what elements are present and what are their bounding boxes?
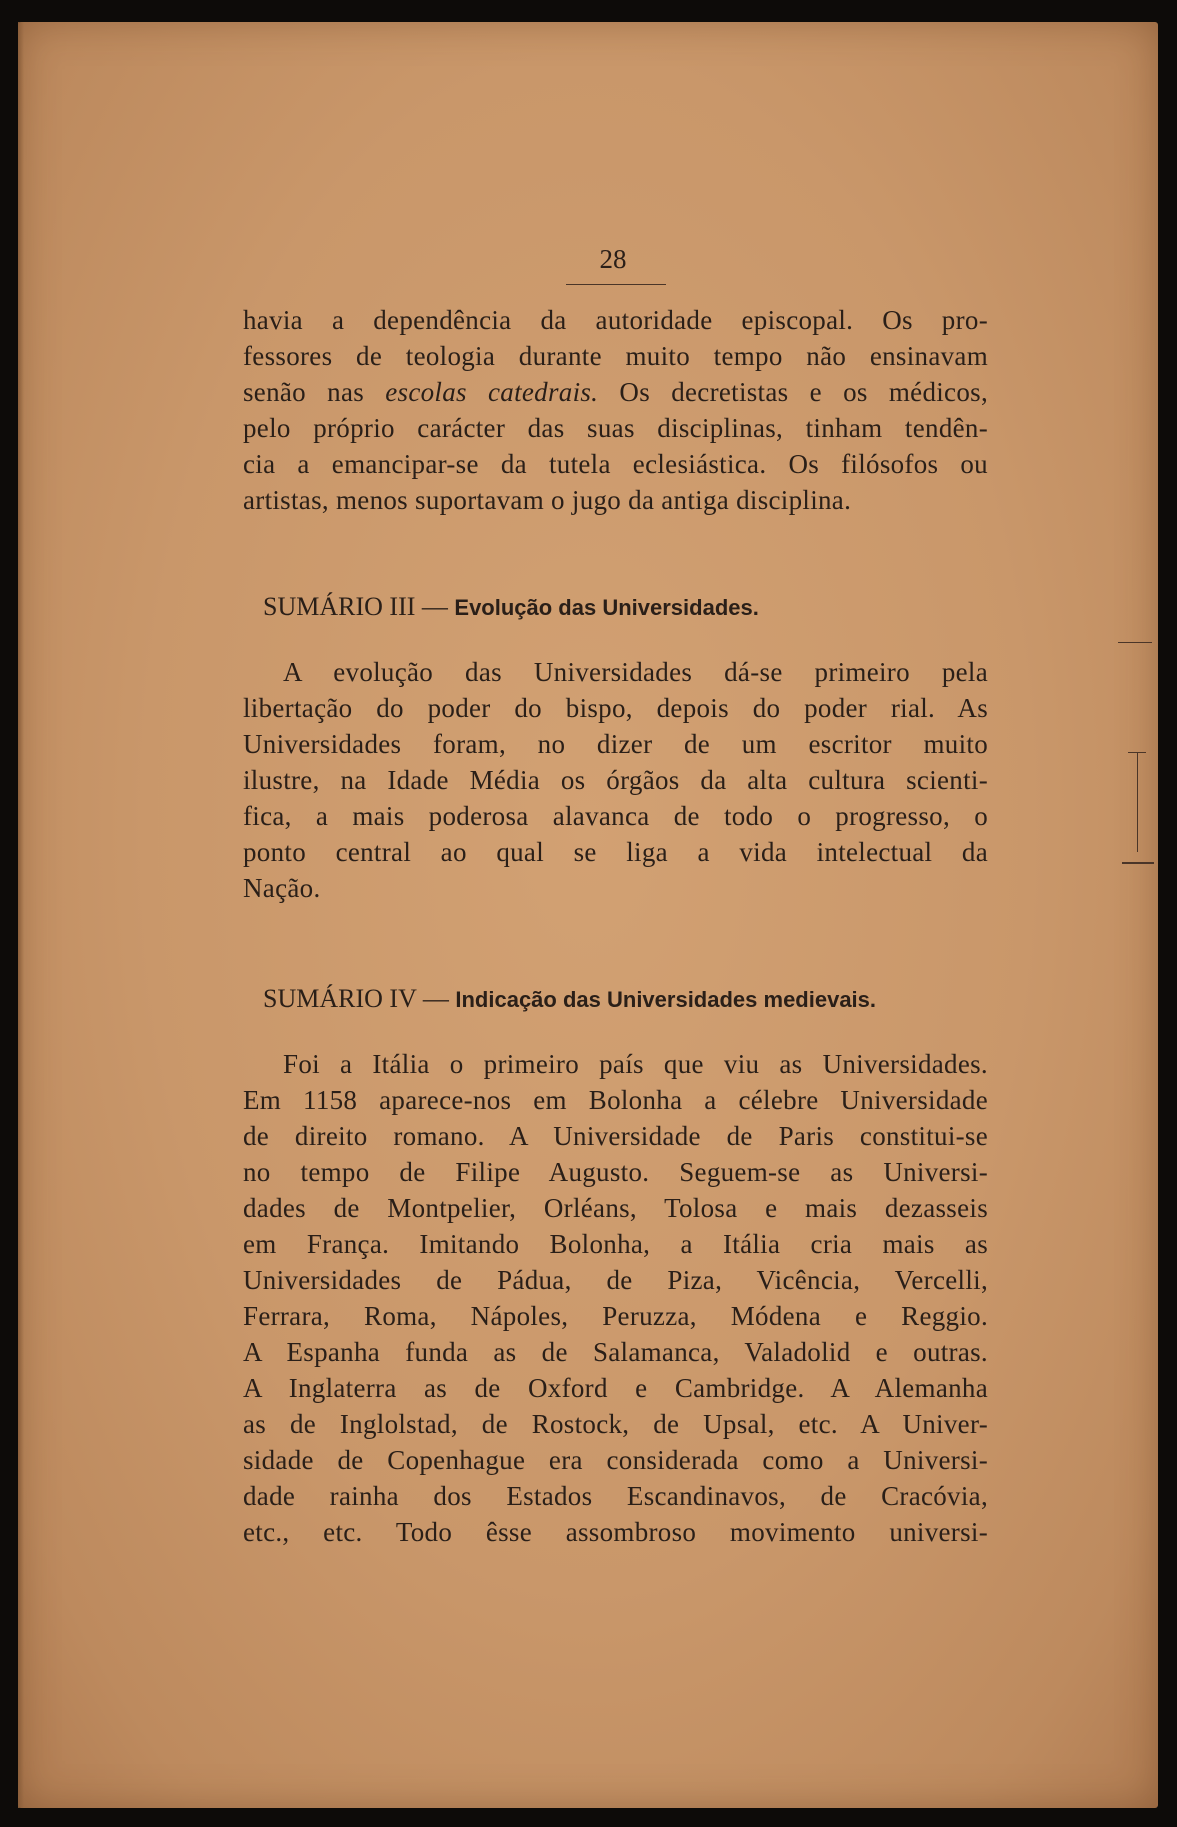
paragraph-2-line-5: fica, a mais poderosa alavanca de todo o progresso, o bbox=[243, 801, 988, 831]
paragraph-1-line-6: artistas, menos suportavam o jugo da antiga disciplina. bbox=[243, 485, 852, 515]
paragraph-2-line-2: libertação do poder do bispo, depois do poder rial. As bbox=[243, 693, 988, 723]
paragraph-1-line-3 bbox=[243, 374, 988, 410]
margin-mark-bracket-line bbox=[1137, 752, 1138, 852]
page-number: 28 bbox=[599, 244, 627, 274]
paragraph-3-line-9: A Espanha funda as de Salamanca, Valadolid e outras. bbox=[243, 1337, 988, 1367]
summary-3-heading bbox=[263, 592, 759, 622]
paragraph-3-line-8: Ferrara, Roma, Nápoles, Peruzza, Módena e Reggio. bbox=[243, 1301, 988, 1331]
margin-mark-top-dash bbox=[1118, 642, 1152, 643]
paragraph-3-line-7: Universidades de Pádua, de Piza, Vicência, Vercelli, bbox=[243, 1265, 988, 1295]
paragraph-1-line-2: fessores de teologia durante muito tempo não ensinavam bbox=[243, 341, 988, 371]
paragraph-2-line-6: ponto central ao qual se liga a vida intelectual da bbox=[243, 837, 988, 867]
paragraph-1-line-4: pelo próprio carácter das suas disciplinas, tinham tendên- bbox=[243, 413, 988, 443]
paragraph-3-line-1: Foi a Itália o primeiro país que viu as Universidades. bbox=[283, 1049, 988, 1079]
page-number-rule bbox=[566, 284, 666, 285]
summary-3-label: SUMÁRIO III — bbox=[263, 592, 455, 621]
paragraph-3-line-11: as de Inglolstad, de Rostock, de Upsal, etc. A Univer- bbox=[243, 1409, 988, 1439]
paragraph-3-line-10: A Inglaterra as de Oxford e Cambridge. A Alemanha bbox=[243, 1373, 988, 1403]
paragraph-1-line-3-start: senão nas bbox=[243, 377, 386, 407]
margin-mark-bracket-bottom bbox=[1122, 862, 1154, 864]
paragraph-1-line-3-rest: Os decretistas e os médicos, bbox=[598, 377, 988, 407]
paragraph-2-line-3: Universidades foram, no dizer de um escritor muito bbox=[243, 729, 988, 759]
paragraph-1-line-1: havia a dependência da autoridade episcopal. Os pro- bbox=[243, 305, 988, 335]
paragraph-3-line-14: etc., etc. Todo êsse assombroso movimento universi- bbox=[243, 1517, 988, 1547]
paragraph-2-line-1: A evolução das Universidades dá-se primeiro pela bbox=[283, 657, 988, 687]
paragraph-3 bbox=[243, 1046, 988, 1550]
page-edge-shadow bbox=[18, 22, 24, 1808]
paragraph-1 bbox=[243, 302, 988, 518]
paragraph-2 bbox=[243, 654, 988, 906]
paragraph-1-line-5: cia a emancipar-se da tutela eclesiástica. Os filósofos ou bbox=[243, 449, 988, 479]
paragraph-3-line-12: sidade de Copenhague era considerada como a Universi- bbox=[243, 1445, 988, 1475]
italic-phrase: escolas catedrais. bbox=[385, 377, 599, 407]
paragraph-3-line-2: Em 1158 aparece-nos em Bolonha a célebre Universidade bbox=[243, 1085, 988, 1115]
paragraph-3-line-6: em França. Imitando Bolonha, a Itália cria mais as bbox=[243, 1229, 988, 1259]
paragraph-3-line-3: de direito romano. A Universidade de Paris constitui-se bbox=[243, 1121, 988, 1151]
paragraph-3-line-13: dade rainha dos Estados Escandinavos, de Cracóvia, bbox=[243, 1481, 988, 1511]
paragraph-2-line-7: Nação. bbox=[243, 873, 321, 903]
summary-3-title: Evolução das Universidades. bbox=[454, 595, 759, 620]
book-page bbox=[18, 22, 1158, 1808]
summary-4-label: SUMÁRIO IV — bbox=[263, 984, 456, 1013]
summary-4-heading bbox=[263, 984, 876, 1014]
paragraph-3-line-5: dades de Montpelier, Orléans, Tolosa e mais dezasseis bbox=[243, 1193, 988, 1223]
summary-4-title: Indicação das Universidades medievais. bbox=[455, 987, 877, 1012]
paragraph-3-line-4: no tempo de Filipe Augusto. Seguem-se as Universi- bbox=[243, 1157, 988, 1187]
paragraph-2-line-4: ilustre, na Idade Média os órgãos da alta cultura scienti- bbox=[243, 765, 988, 795]
